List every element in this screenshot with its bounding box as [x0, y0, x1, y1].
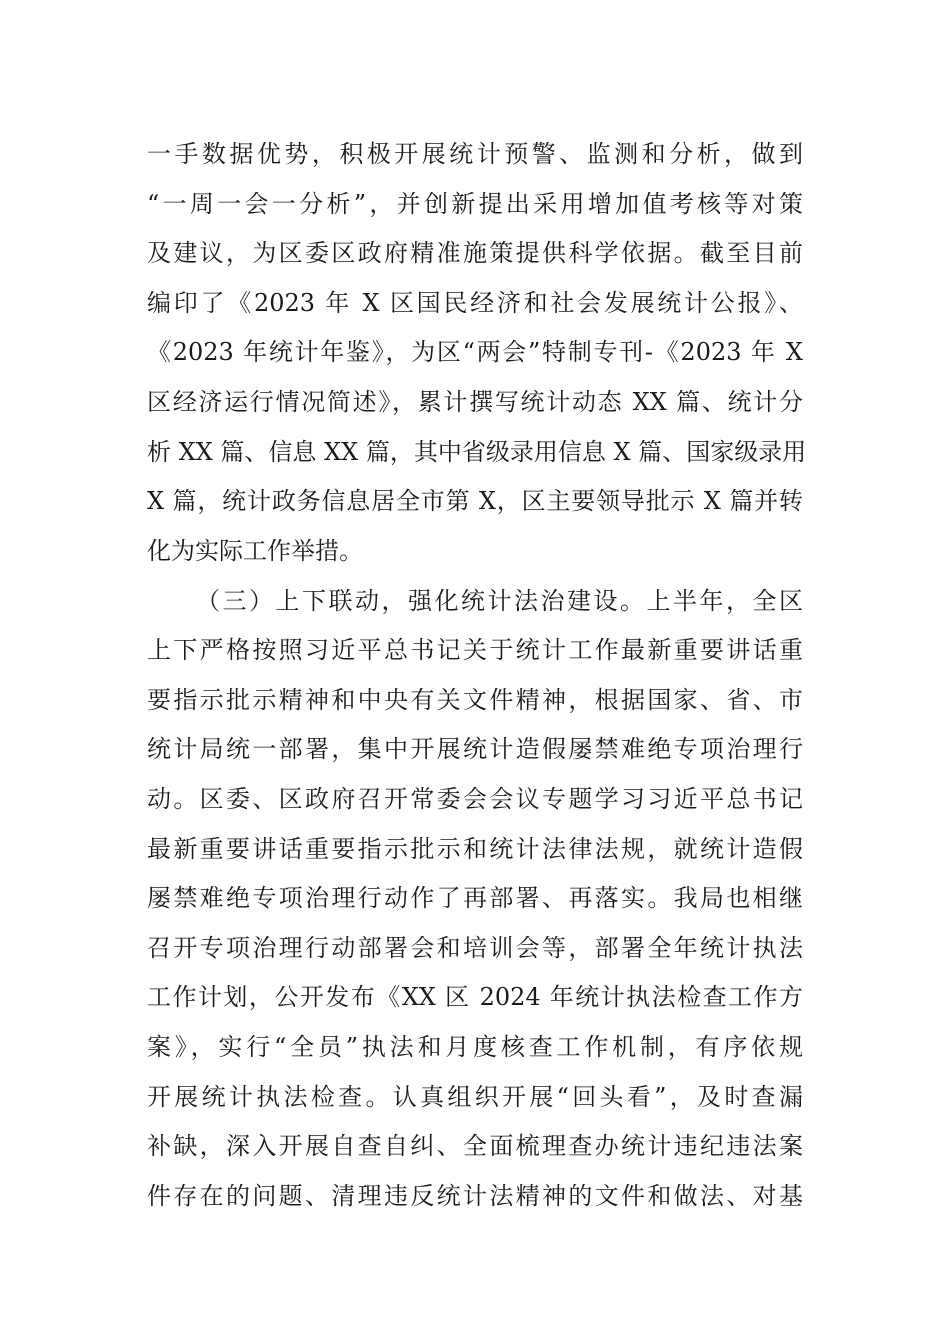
section-heading-line: （三）上下联动，强化统计法治建设。上半年，全区: [196, 587, 803, 615]
body-text-line: 《2023 年统计年鉴》，为区“两会”特制专刊-《2023 年 X: [147, 338, 803, 366]
body-text-line: X 篇，统计政务信息居全市第 X，区主要领导批示 X 篇并转: [147, 487, 803, 515]
body-text-line: 补缺，深入开展自查自纠、全面梳理查办统计违纪违法案: [147, 1132, 803, 1160]
body-text-line: 要指示批示精神和中央有关文件精神，根据国家、省、市: [147, 686, 803, 714]
body-text-line: 化为实际工作举措。: [147, 537, 363, 565]
body-text-line: 动。区委、区政府召开常委会会议专题学习习近平总书记: [147, 785, 803, 813]
body-text-line: 件存在的问题、清理违反统计法精神的文件和做法、对基: [147, 1182, 803, 1210]
body-text-line: 召开专项治理行动部署会和培训会等，部署全年统计执法: [147, 934, 803, 962]
body-text-line: 工作计划，公开发布《XX 区 2024 年统计执法检查工作方: [147, 983, 803, 1011]
body-text-line: 及建议，为区委区政府精准施策提供科学依据。截至目前: [147, 239, 803, 267]
body-text-line: 屡禁难绝专项治理行动作了再部署、再落实。我局也相继: [147, 884, 803, 912]
body-text-line: 一手数据优势，积极开展统计预警、监测和分析，做到: [147, 140, 803, 168]
body-text-line: “一周一会一分析”，并创新提出采用增加值考核等对策: [147, 190, 803, 218]
body-text-line: 区经济运行情况简述》，累计撰写统计动态 XX 篇、统计分: [147, 388, 803, 416]
body-text-line: 编印了《2023 年 X 区国民经济和社会发展统计公报》、: [147, 289, 803, 317]
body-text-line: 开展统计执法检查。认真组织开展“回头看”，及时查漏: [147, 1083, 803, 1111]
body-text-line: 案》，实行“全员”执法和月度核查工作机制，有序依规: [147, 1033, 803, 1061]
body-text-line: 上下严格按照习近平总书记关于统计工作最新重要讲话重: [147, 636, 803, 664]
body-text-line: 统计局统一部署，集中开展统计造假屡禁难绝专项治理行: [147, 735, 803, 763]
body-text-line: 最新重要讲话重要指示批示和统计法律法规，就统计造假: [147, 835, 803, 863]
body-text-line: 析 XX 篇、信息 XX 篇，其中省级录用信息 X 篇、国家级录用: [147, 438, 807, 466]
